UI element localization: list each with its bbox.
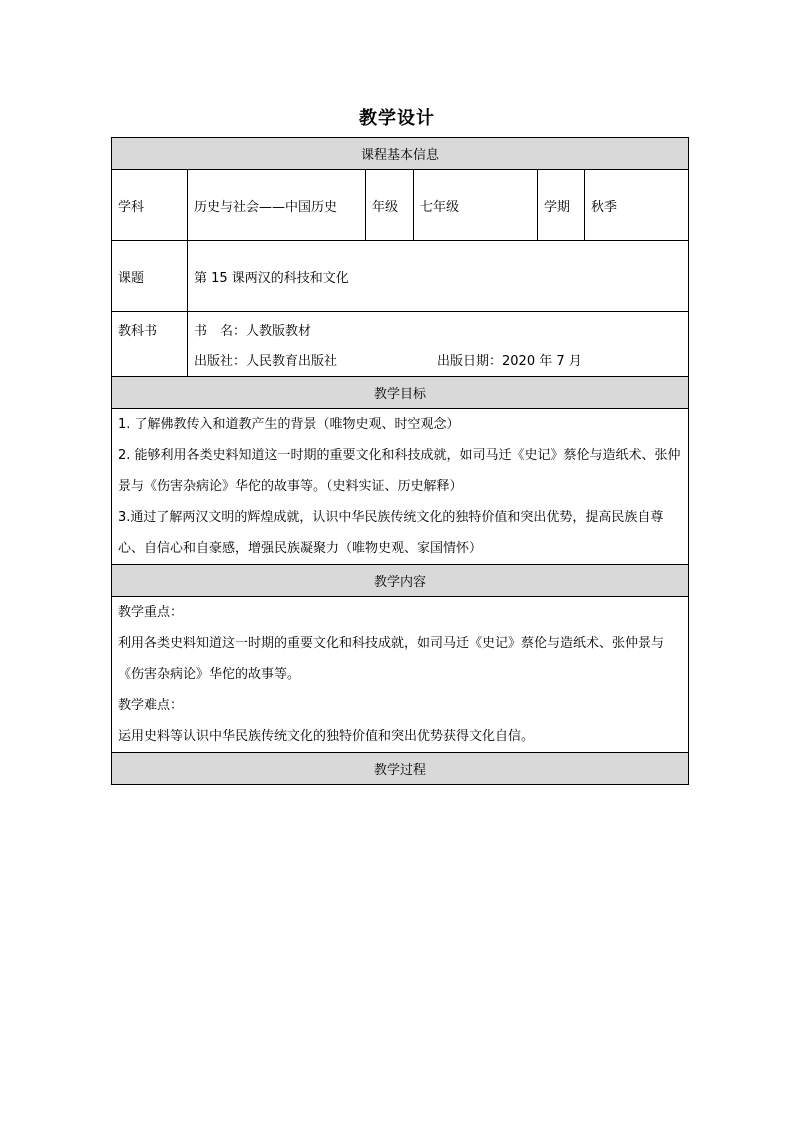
textbook-label: 教科书 <box>112 312 188 377</box>
key-points-text: 利用各类史料知道这一时期的重要文化和科技成就，如司马迁《史记》蔡伦与造纸术、张仲景与《伤害杂病论》华佗的故事等。 <box>118 636 665 682</box>
topic-value: 第 15 课两汉的科技和文化 <box>188 241 689 312</box>
objectives-body <box>112 409 689 565</box>
content-body <box>112 597 689 753</box>
objective-item: 2. 能够利用各类史料知道这一时期的重要文化和科技成就，如司马迁《史记》蔡伦与造纸术、张仲景与《伤害杂病论》华佗的故事等。（史料实证、历史解释） <box>118 448 681 494</box>
content-header: 教学内容 <box>112 565 689 597</box>
subject-value: 历史与社会——中国历史 <box>188 170 366 241</box>
difficulty-label: 教学难点： <box>118 698 184 713</box>
key-points-label: 教学重点： <box>118 605 184 620</box>
publisher-line <box>194 344 682 374</box>
objective-item: 3.通过了解两汉文明的辉煌成就，认识中华民族传统文化的独特价值和突出优势，提高民族自尊心、自信心和自豪感，增强民族凝聚力（唯物史观、家国情怀） <box>118 510 664 556</box>
lesson-plan-table <box>111 137 689 785</box>
textbook-details <box>188 312 689 377</box>
subject-label: 学科 <box>112 170 188 241</box>
term-value: 秋季 <box>585 170 689 241</box>
book-name: 书 名：人教版教材 <box>194 323 312 339</box>
grade-label: 年级 <box>366 170 414 241</box>
process-header: 教学过程 <box>112 753 689 785</box>
difficulty-text: 运用史料等认识中华民族传统文化的独特价值和突出优势获得文化自信。 <box>118 729 535 744</box>
basic-info-header: 课程基本信息 <box>112 138 689 170</box>
term-label: 学期 <box>538 170 585 241</box>
grade-value: 七年级 <box>414 170 538 241</box>
publish-date: 出版日期：2020 年 7 月 <box>437 353 582 369</box>
publisher: 出版社：人民教育出版社 <box>194 353 338 369</box>
objectives-header: 教学目标 <box>112 377 689 409</box>
document-title: 教学设计 <box>359 108 435 129</box>
topic-label: 课题 <box>112 241 188 312</box>
book-name-line <box>194 314 682 344</box>
objective-item: 1. 了解佛教传入和道教产生的背景（唯物史观、时空观念） <box>118 417 460 432</box>
